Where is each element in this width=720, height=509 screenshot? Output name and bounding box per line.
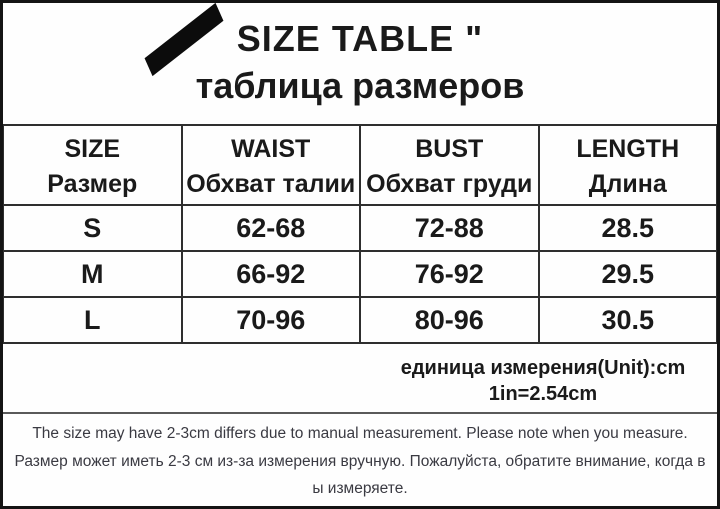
col-header-waist <box>182 125 361 205</box>
cell-m-length: 29.5 <box>539 251 718 297</box>
cell-l-size: L <box>3 297 182 343</box>
col-bust-ru: Обхват груди <box>366 170 533 198</box>
size-table <box>2 124 718 344</box>
note-line-ru: Размер может иметь 2-3 см из-за измерения вручную. Пожалуйста, обратите внимание, когда в <box>14 452 706 470</box>
measurement-note <box>3 420 717 503</box>
cell-l-bust: 80-96 <box>360 297 539 343</box>
col-header-bust <box>360 125 539 205</box>
col-size-en: SIZE <box>64 135 121 163</box>
col-length-en: LENGTH <box>576 135 680 163</box>
cell-m-size: M <box>3 251 182 297</box>
table-row-s <box>3 205 717 251</box>
header-row <box>3 125 717 205</box>
col-waist-en: WAIST <box>231 135 311 163</box>
note-line-en: The size may have 2-3cm differs due to manual measurement. Please note when you measure. <box>32 425 688 442</box>
cell-m-bust: 76-92 <box>360 251 539 297</box>
col-header-size <box>3 125 182 205</box>
cell-s-waist: 62-68 <box>182 205 361 251</box>
size-table-body <box>3 205 717 343</box>
page-subtitle: таблица размеров <box>195 65 525 106</box>
table-row-l <box>3 297 717 343</box>
title-area <box>3 3 717 126</box>
unit-conversion: 1in=2.54cm <box>488 383 598 405</box>
cell-m-waist: 66-92 <box>182 251 361 297</box>
col-bust-en: BUST <box>415 135 484 163</box>
cell-s-length: 28.5 <box>539 205 718 251</box>
cell-l-length: 30.5 <box>539 297 718 343</box>
page-title: SIZE TABLE " <box>236 18 484 59</box>
col-header-length <box>539 125 718 205</box>
col-size-ru: Размер <box>47 170 138 198</box>
cell-s-bust: 72-88 <box>360 205 539 251</box>
size-table-header <box>3 125 717 205</box>
cell-l-waist: 70-96 <box>182 297 361 343</box>
unit-line: единица измерения(Unit):cm <box>400 357 686 379</box>
unit-info <box>393 355 693 407</box>
note-line-ru2: ы измеряете. <box>312 480 408 497</box>
table-row-m <box>3 251 717 297</box>
divider-line <box>3 412 717 414</box>
col-waist-ru: Обхват талии <box>186 170 356 198</box>
cell-s-size: S <box>3 205 182 251</box>
col-length-ru: Длина <box>588 170 667 198</box>
